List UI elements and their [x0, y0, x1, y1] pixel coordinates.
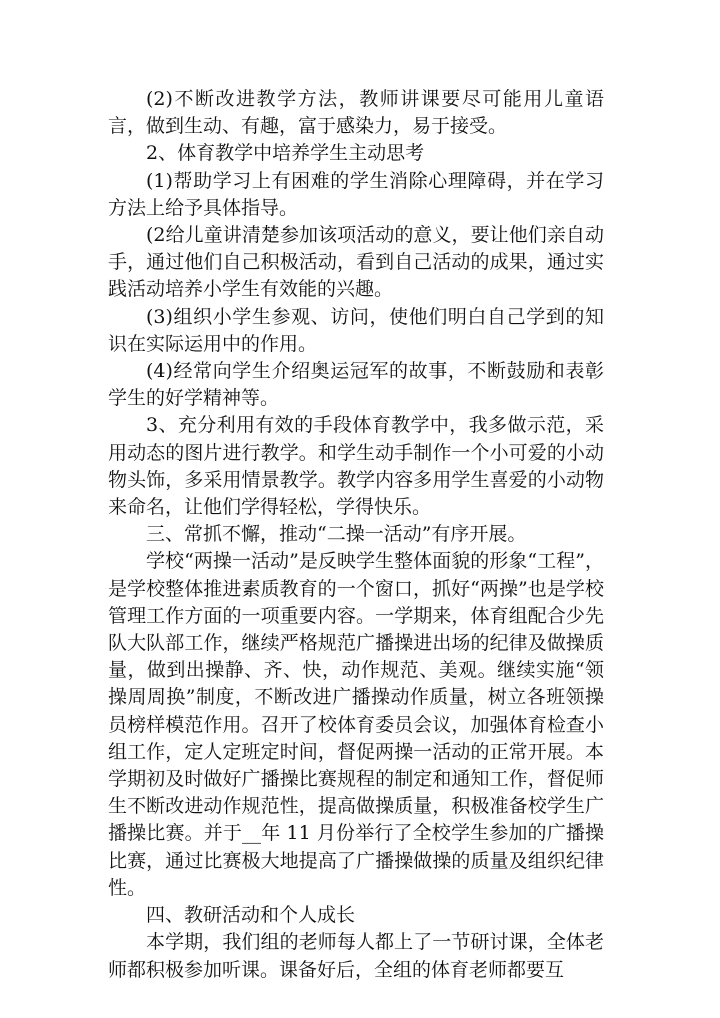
paragraph-psychological-help: (1)帮助学习上有困难的学生消除心理障碍，并在学习方法上给予具体指导。 — [108, 169, 604, 219]
paragraph-effective-means: 3、充分利用有效的手段体育教学中，我多做示范，采用动态的图片进行教学。和学生动手制作一个小可爱的小动物头饰，多采用情景教学。教学内容多用学生喜爱的小动物来命名，让他们学得轻松，学得快乐。 — [108, 414, 604, 519]
paragraph-visit-organize: (3)组织小学生参观、访问，使他们明白自己学到的知识在实际运用中的作用。 — [108, 305, 604, 355]
paragraph-heading-teaching-research: 四、教研活动和个人成长 — [146, 904, 356, 927]
paragraph-heading-active-thinking: 2、体育教学中培养学生主动思考 — [146, 142, 425, 165]
document-body — [108, 86, 604, 984]
paragraph-teaching-method: (2)不断改进教学方法，教师讲课要尽可能用儿童语言，做到生动、有趣，富于感染力，易于接受。 — [108, 88, 604, 138]
paragraph-olympic-stories: (4)经常向学生介绍奥运冠军的故事，不断鼓励和表彰学生的好学精神等。 — [108, 360, 604, 410]
paragraph-activity-meaning: (2给儿童讲清楚参加该项活动的意义，要让他们亲自动手，通过他们自己积极活动，看到自己活动的成果，通过实践活动培养小学生有效能的兴趣。 — [108, 224, 604, 301]
paragraph-heading-two-exercises: 三、常抓不懈，推动“二操一活动”有序开展。 — [146, 523, 527, 546]
paragraph-two-exercises-detail: 学校“两操一活动”是反映学生整体面貌的形象“工程”，是学校整体推进素质教育的一个窗口，抓好“两操”也是学校管理工作方面的一项重要内容。一学期来，体育组配合少先队大队部工作，继续严格规范广播操进出场的纪律及做操质量，做到出操静、齐、快，动作规范、美观。继续实施“领操周周换”制度，不断改进广播操动作质量，树立各班领操员榜样模范作用。召开了校体育委员会议，加强体育检查小组工作，定人定班定时间，督促两操一活动的正常开展。本学期初及时做好广播操比赛规程的制定和通知工作，督促师生不断改进动作规范性，提高做操质量，积极准备校学生广播操比赛。并于__年 11 月份举行了全校学生参加的广播操比赛，通过比赛极大地提高了广播操做操的质量及组织纪律性。 — [108, 550, 604, 899]
paragraph-research-lessons: 本学期，我们组的老师每人都上了一节研讨课，全体老师都积极参加听课。课备好后，全组的体育老师都要互 — [108, 931, 604, 981]
